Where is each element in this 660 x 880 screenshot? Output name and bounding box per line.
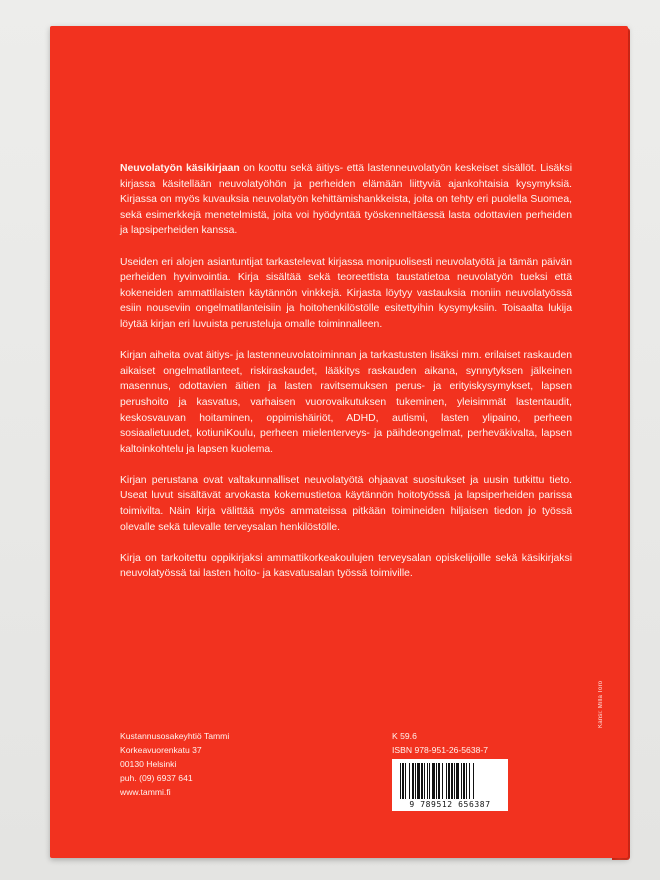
catalog-codes (392, 729, 488, 757)
barcode-bar (417, 763, 420, 799)
barcode-bar (463, 763, 465, 799)
barcode-bar (400, 763, 401, 799)
publisher-street: Korkeavuorenkatu 37 (120, 745, 202, 755)
book-title: Neuvolatyön käsikirjaan (120, 163, 240, 174)
cover-credit: Kansi: Milla Toro (598, 680, 604, 728)
barcode-bars-icon (400, 763, 500, 799)
publisher-phone: puh. (09) 6937 641 (120, 773, 193, 783)
barcode-bar (405, 763, 406, 799)
barcode-bar (466, 763, 467, 799)
barcode-bar (461, 763, 462, 799)
barcode-bar (432, 763, 435, 799)
publisher-website: www.tammi.fi (120, 787, 171, 797)
barcode-bar (427, 763, 428, 799)
barcode-bar (448, 763, 450, 799)
back-cover-blurb (120, 161, 572, 598)
classification-code: K 59.6 (392, 731, 417, 741)
blurb-paragraph-1 (120, 161, 572, 239)
blurb-paragraph-5: Kirja on tarkoitettu oppikirjaksi ammattikorkeakoulujen terveysalan opiskelijoille sekä käsikirjaksi neuvolatyössä tai lasten hoito- ja kasvatusalan työssä toimiville. (120, 552, 572, 580)
barcode-bar (429, 763, 430, 799)
barcode-bar (438, 763, 440, 799)
barcode-bar (451, 763, 453, 799)
publisher-info (120, 729, 229, 799)
blurb-paragraph-1-text: on koottu sekä äitiys- että lastenneuvolatyön keskeiset sisällöt. Lisäksi kirjassa käsitellään neuvolatyöhön ja perheiden elämään liittyviä ajankohtaisia kysymyksiä. Kirjassa on myös kuvauksia neuvolatyön kehittämishankkeista, joita on tehty eri puolella Suomea, sekä esimerkkejä menetelmistä, joita voi hyödyntää työskenneltäessä lasta odottavien perheiden ja lapsiperheiden kanssa. (120, 163, 572, 237)
barcode-bar (454, 763, 455, 799)
barcode-bar (456, 763, 459, 799)
barcode-bar (409, 763, 410, 799)
blurb-paragraph-3: Kirjan aiheita ovat äitiys- ja lastenneuvolatoiminnan ja tarkastusten lisäksi mm. erilaiset raskauden aikaiset ongelmatilanteet, riskiraskaudet, lääkitys raskauden aikana, synnytyksen jälkeinen masennus, odottavien äitien ja lasten ravitsemuksen perus- ja erityiskysymykset, lapsen perushoito ja kasvatus, varhaisen vuorovaikutuksen tukeminen, yleisimmät lastentaudit, keskosvauvan hoitaminen, oppimishäiriöt, ADHD, autismi, lasten ylipaino, perheen sosiaalietuudet, kotiuniKoulu, perheen mielenterveys- ja päihdeongelmat, perheväkivalta, lapsen kaltoinkohtelu ja lapsen kuolema. (120, 350, 572, 455)
barcode-bar (402, 763, 404, 799)
publisher-city: 00130 Helsinki (120, 759, 177, 769)
barcode-bar (412, 763, 414, 799)
barcode-bar (442, 763, 443, 799)
barcode-bar (473, 763, 474, 799)
barcode-bar (415, 763, 416, 799)
barcode-number: 9 789512 656387 (409, 800, 491, 809)
isbn: ISBN 978-951-26-5638-7 (392, 745, 489, 755)
publisher-name: Kustannusosakeyhtiö Tammi (120, 731, 230, 741)
barcode-bar (446, 763, 447, 799)
barcode (392, 759, 508, 811)
barcode-bar (421, 763, 423, 799)
barcode-bar (424, 763, 425, 799)
barcode-bar (436, 763, 437, 799)
blurb-paragraph-4: Kirjan perustana ovat valtakunnalliset neuvolatyötä ohjaavat suositukset ja uusin tutkittu tieto. Useat luvut sisältävät arvokasta kokemustietoa käytännön hoitotyössä ja lapsiperheiden parissa toimivilta. Näin kirja välittää myös ammateissa pitkään toimineiden hiljaisen tiedon jo työssä olevalle sekä tulevalle terveysalan henkilöstölle. (120, 474, 572, 533)
barcode-bar (469, 763, 470, 799)
blurb-paragraph-2: Useiden eri alojen asiantuntijat tarkastelevat kirjassa monipuolisesti neuvolatyötä ja tämän päivän perheiden hyvinvointia. Kirja sisältää sekä teoreettista taustatietoa neuvolatyön tueksi että kokeneiden ammattilaisten käytännön vinkkejä. Kirjasta löytyy vastauksia moniin neuvolatyössä esiin nouseviin ongelmatilanteisiin ja hoitohenkilöstölle esitettyihin kysymyksiin. Toisaalta lukija löytää kirjan eri luvuista perusteluja omalle toiminnalleen. (120, 256, 572, 330)
